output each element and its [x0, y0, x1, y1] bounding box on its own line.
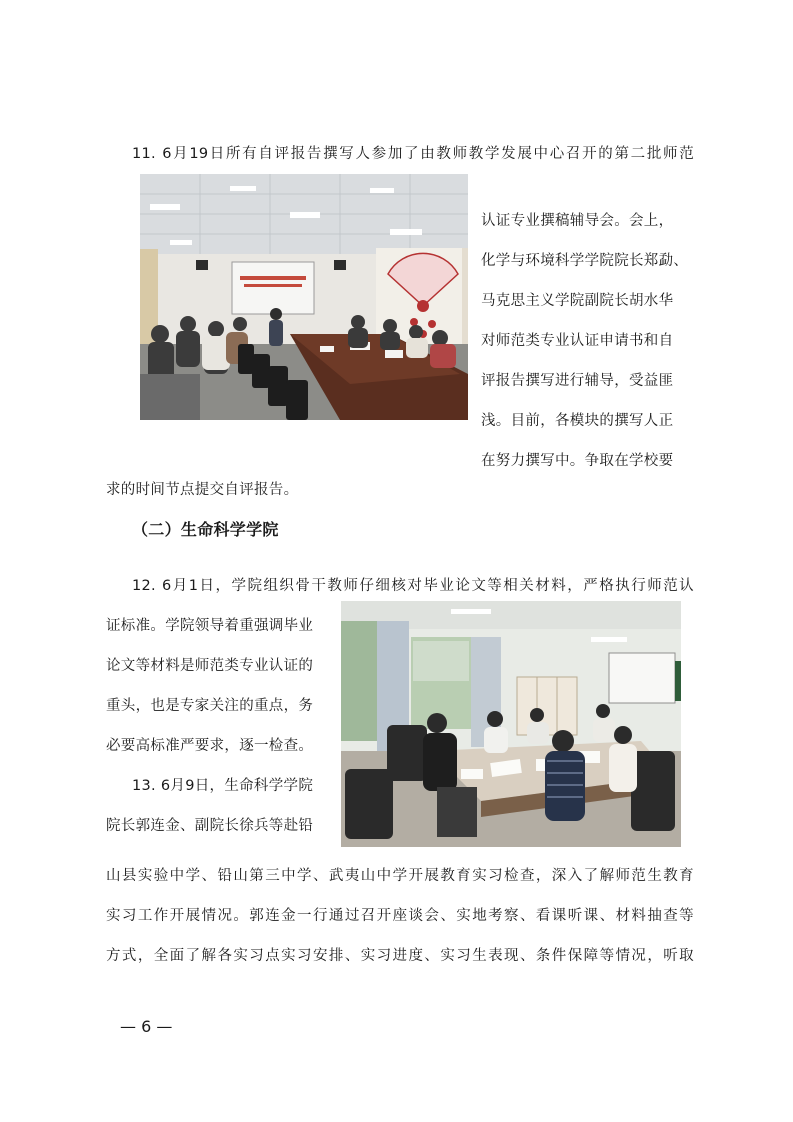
paragraph-11-line-5: 对师范类专业认证申请书和自 [481, 333, 674, 349]
paragraph-11-line-4: 马克思主义学院副院长胡水华 [481, 293, 674, 309]
paragraph-13-line-1: 13. 6月9日，生命科学学院 [132, 778, 314, 794]
paragraph-12-line-4: 重头，也是专家关注的重点，务 [106, 698, 314, 714]
paragraph-11-line-7: 浅。目前，各模块的撰写人正 [481, 413, 674, 429]
section-heading-life-sciences: （二）生命科学学院 [132, 520, 279, 539]
meeting-photo-2 [341, 601, 681, 847]
meeting-photo-1 [140, 174, 468, 420]
paragraph-12-line-5: 必要高标准严要求，逐一检查。 [106, 738, 314, 754]
paragraph-11-line-3: 化学与环境科学学院院长郑勐、 [481, 253, 689, 269]
paragraph-12-line-1: 12. 6月1日，学院组织骨干教师仔细核对毕业论文等相关材料，严格执行师范认 [132, 578, 694, 594]
paragraph-11-line-2: 认证专业撰稿辅导会。会上， [481, 213, 674, 229]
page-number: — 6 — [120, 1017, 173, 1036]
paragraph-12-line-2: 证标准。学院领导着重强调毕业 [106, 618, 314, 634]
paragraph-11-line-9: 求的时间节点提交自评报告。 [106, 482, 299, 498]
paragraph-13-line-3: 山县实验中学、铅山第三中学、武夷山中学开展教育实习检查，深入了解师范生教育 [106, 868, 694, 884]
paragraph-11-line-8: 在努力撰写中。争取在学校要 [481, 453, 674, 469]
paragraph-12-line-3: 论文等材料是师范类专业认证的 [106, 658, 314, 674]
paragraph-13-line-5: 方式，全面了解各实习点实习安排、实习进度、实习生表现、条件保障等情况，听取 [106, 948, 694, 964]
paragraph-13-line-2: 院长郭连金、副院长徐兵等赴铅 [106, 818, 314, 834]
paragraph-11-line-6: 评报告撰写进行辅导，受益匪 [481, 373, 674, 389]
paragraph-13-line-4: 实习工作开展情况。郭连金一行通过召开座谈会、实地考察、看课听课、材料抽查等 [106, 908, 694, 924]
paragraph-11-line-1: 11. 6月19日所有自评报告撰写人参加了由教师教学发展中心召开的第二批师范 [132, 146, 694, 162]
